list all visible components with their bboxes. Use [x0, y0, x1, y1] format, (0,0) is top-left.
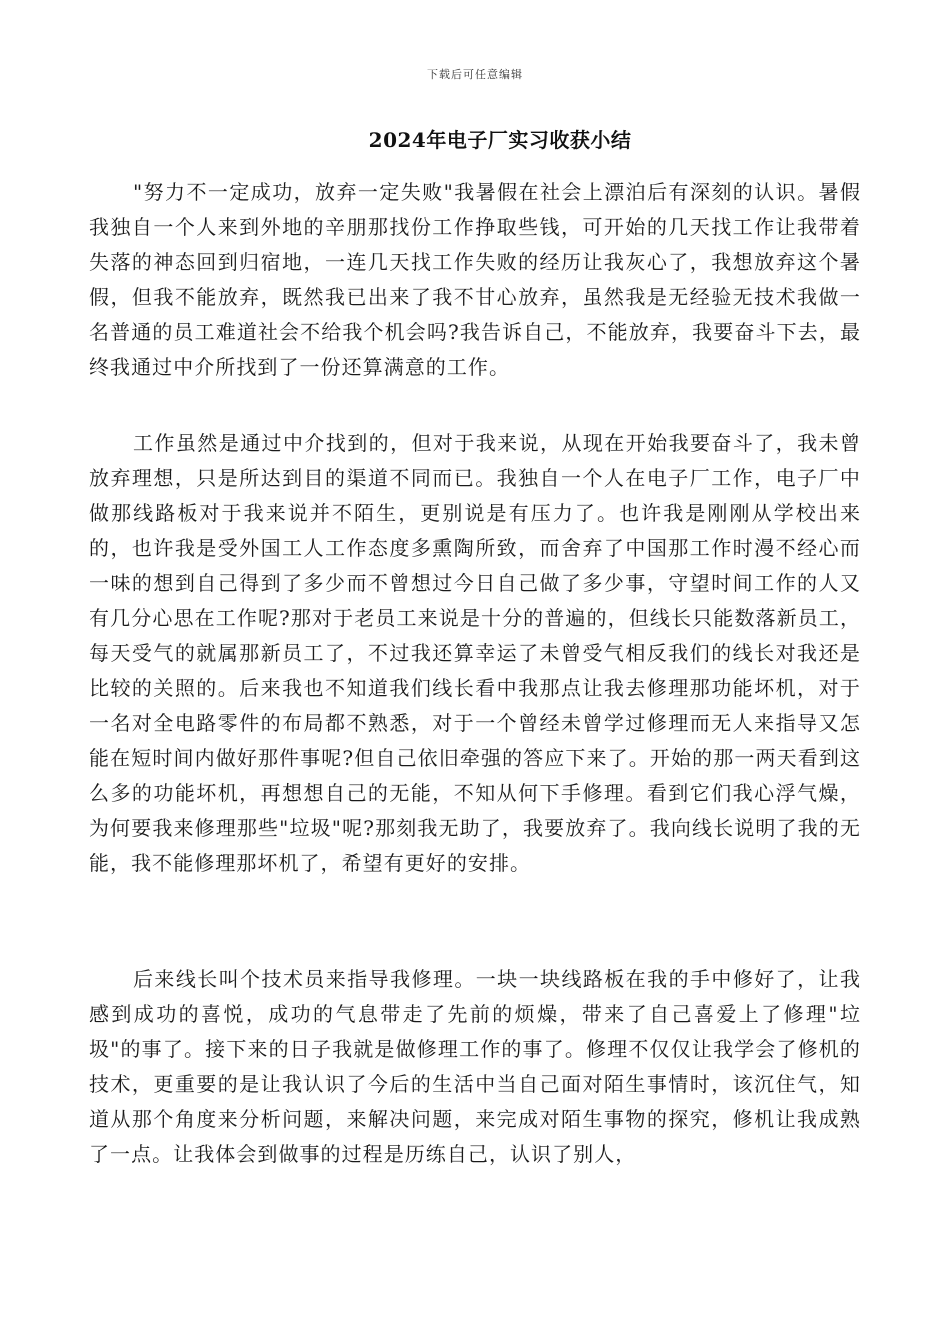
paragraph-1: "努力不一定成功，放弃一定失败"我暑假在社会上漂泊后有深刻的认识。暑假我独自一个人来到外地的辛朋那找份工作挣取些钱，可开始的几天找工作让我带着失落的神态回到归宿地，一连几天找工作失败的经历让我灰心了，我想放弃这个暑假，但我不能放弃，既然我已出来了我不甘心放弃，虽然我是无经验无技术我做一名普通的员工难道社会不给我个机会吗?我告诉自己，不能放弃，我要奋斗下去，最终我通过中介所找到了一份还算满意的工作。 — [89, 180, 861, 379]
header-note: 下载后可任意编辑 — [427, 68, 523, 81]
paragraph-3: 后来线长叫个技术员来指导我修理。一块一块线路板在我的手中修好了，让我感到成功的喜悦，成功的气息带走了先前的烦燥，带来了自己喜爱上了修理"垃圾"的事了。接下来的日子我就是做修理工作的事了。修理不仅仅让我学会了修机的技术，更重要的是让我认识了今后的生活中当自己面对陌生事情时，该沉住气，知道从那个角度来分析问题，来解决问题，来完成对陌生事物的探究，修机让我成熟了一点。让我体会到做事的过程是历练自己，认识了别人， — [89, 967, 861, 1166]
paragraph-2: 工作虽然是通过中介找到的，但对于我来说，从现在开始我要奋斗了，我未曾放弃理想，只是所达到目的渠道不同而已。我独自一个人在电子厂工作，电子厂中做那线路板对于我来说并不陌生，更别说是有压力了。也许我是刚刚从学校出来的，也许我是受外国工人工作态度多熏陶所致，而舍弃了中国那工作时漫不经心而一味的想到自己得到了多少而不曾想过今日自己做了多少事，守望时间工作的人又有几分心思在工作呢?那对于老员工来说是十分的普遍的，但线长只能数落新员工，每天受气的就属那新员工了，不过我还算幸运了未曾受气相反我们的线长对我还是比较的关照的。后来我也不知道我们线长看中我那点让我去修理那功能坏机，对于一名对全电路零件的布局都不熟悉，对于一个曾经未曾学过修理而无人来指导又怎能在短时间内做好那件事呢?但自己依旧牵强的答应下来了。开始的那一两天看到这么多的功能坏机，再想想自己的无能，不知从何下手修理。看到它们我心浮气燥，为何要我来修理那些"垃圾"呢?那刻我无助了，我要放弃了。我向线长说明了我的无能，我不能修理那坏机了，希望有更好的安排。 — [89, 431, 861, 875]
document-title: 2024年电子厂实习收获小结 — [368, 128, 632, 152]
